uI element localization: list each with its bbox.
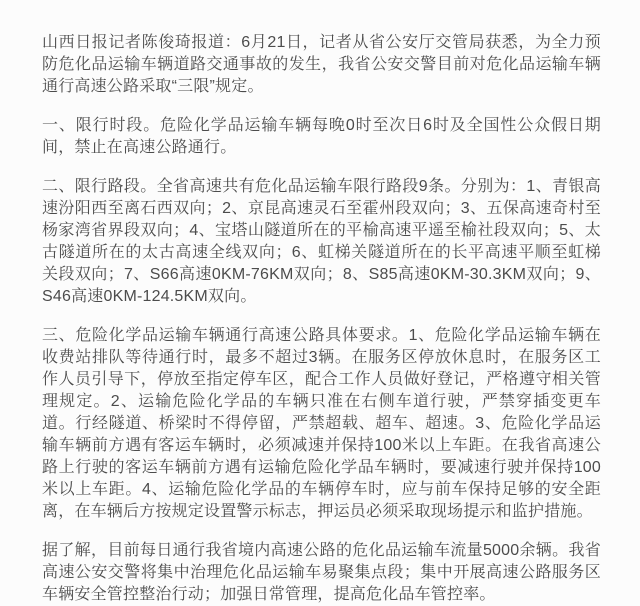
paragraph-closing: 据了解，目前每日通行我省境内高速公路的危化品运输车流量5000余辆。我省高速公安交警将集中治理危化品运输车易聚集点段；集中开展高速公路服务区车辆安全管控整治行动；加强日常管理，提高危化品车管控率。 — [42, 542, 601, 603]
paragraph-restriction-times: 一、限行时段。危险化学品运输车辆每晚0时至次日6时及全国性公众假日期间，禁止在高速公路通行。 — [42, 117, 601, 156]
paragraph-restricted-roads: 二、限行路段。全省高速共有危化品运输车限行路段9条。分别为：1、青银高速汾阳西至离石西双向；2、京昆高速灵石至霍州段双向；3、五保高速奇村至杨家湾省界段双向；4、宝塔山隧道所在的平榆高速平遥至榆社段双向；5、太古隧道所在的太古高速全线双向；6、虹梯关隧道所在的长平高速平顺至虹梯关段双向；7、S66高速0KM-76KM双向；8、S85高速0KM-30.3KM双向；9、S46高速0KM-124.5KM双向。 — [42, 178, 601, 305]
paragraph-lede: 山西日报记者陈俊琦报道：6月21日，记者从省公安厅交管局获悉，为全力预防危化品运输车辆道路交通事故的发生，我省公安交警目前对危化品运输车辆通行高速公路采取“三限”规定。 — [42, 34, 601, 95]
paragraph-specific-requirements: 三、危险化学品运输车辆通行高速公路具体要求。1、危险化学品运输车辆在收费站排队等待通行时，最多不超过3辆。在服务区停放休息时，在服务区工作人员引导下，停放至指定停车区，配合工作人员做好登记，严格遵守相关管理规定。2、运输危险化学品的车辆只准在右侧车道行驶，严禁穿插变更车道。行经隧道、桥梁时不得停留，严禁超载、超车、超速。3、危险化学品运输车辆前方遇有客运车辆时，必须减速并保持100米以上车距。在我省高速公路上行驶的客运车辆前方遇有运输危险化学品车辆时，要减速行驶并保持100米以上车距。4、运输危险化学品的车辆停车时，应与前车保持足够的安全距离，在车辆后方按规定设置警示标志，押运员必须采取现场提示和监护措施。 — [42, 327, 601, 520]
